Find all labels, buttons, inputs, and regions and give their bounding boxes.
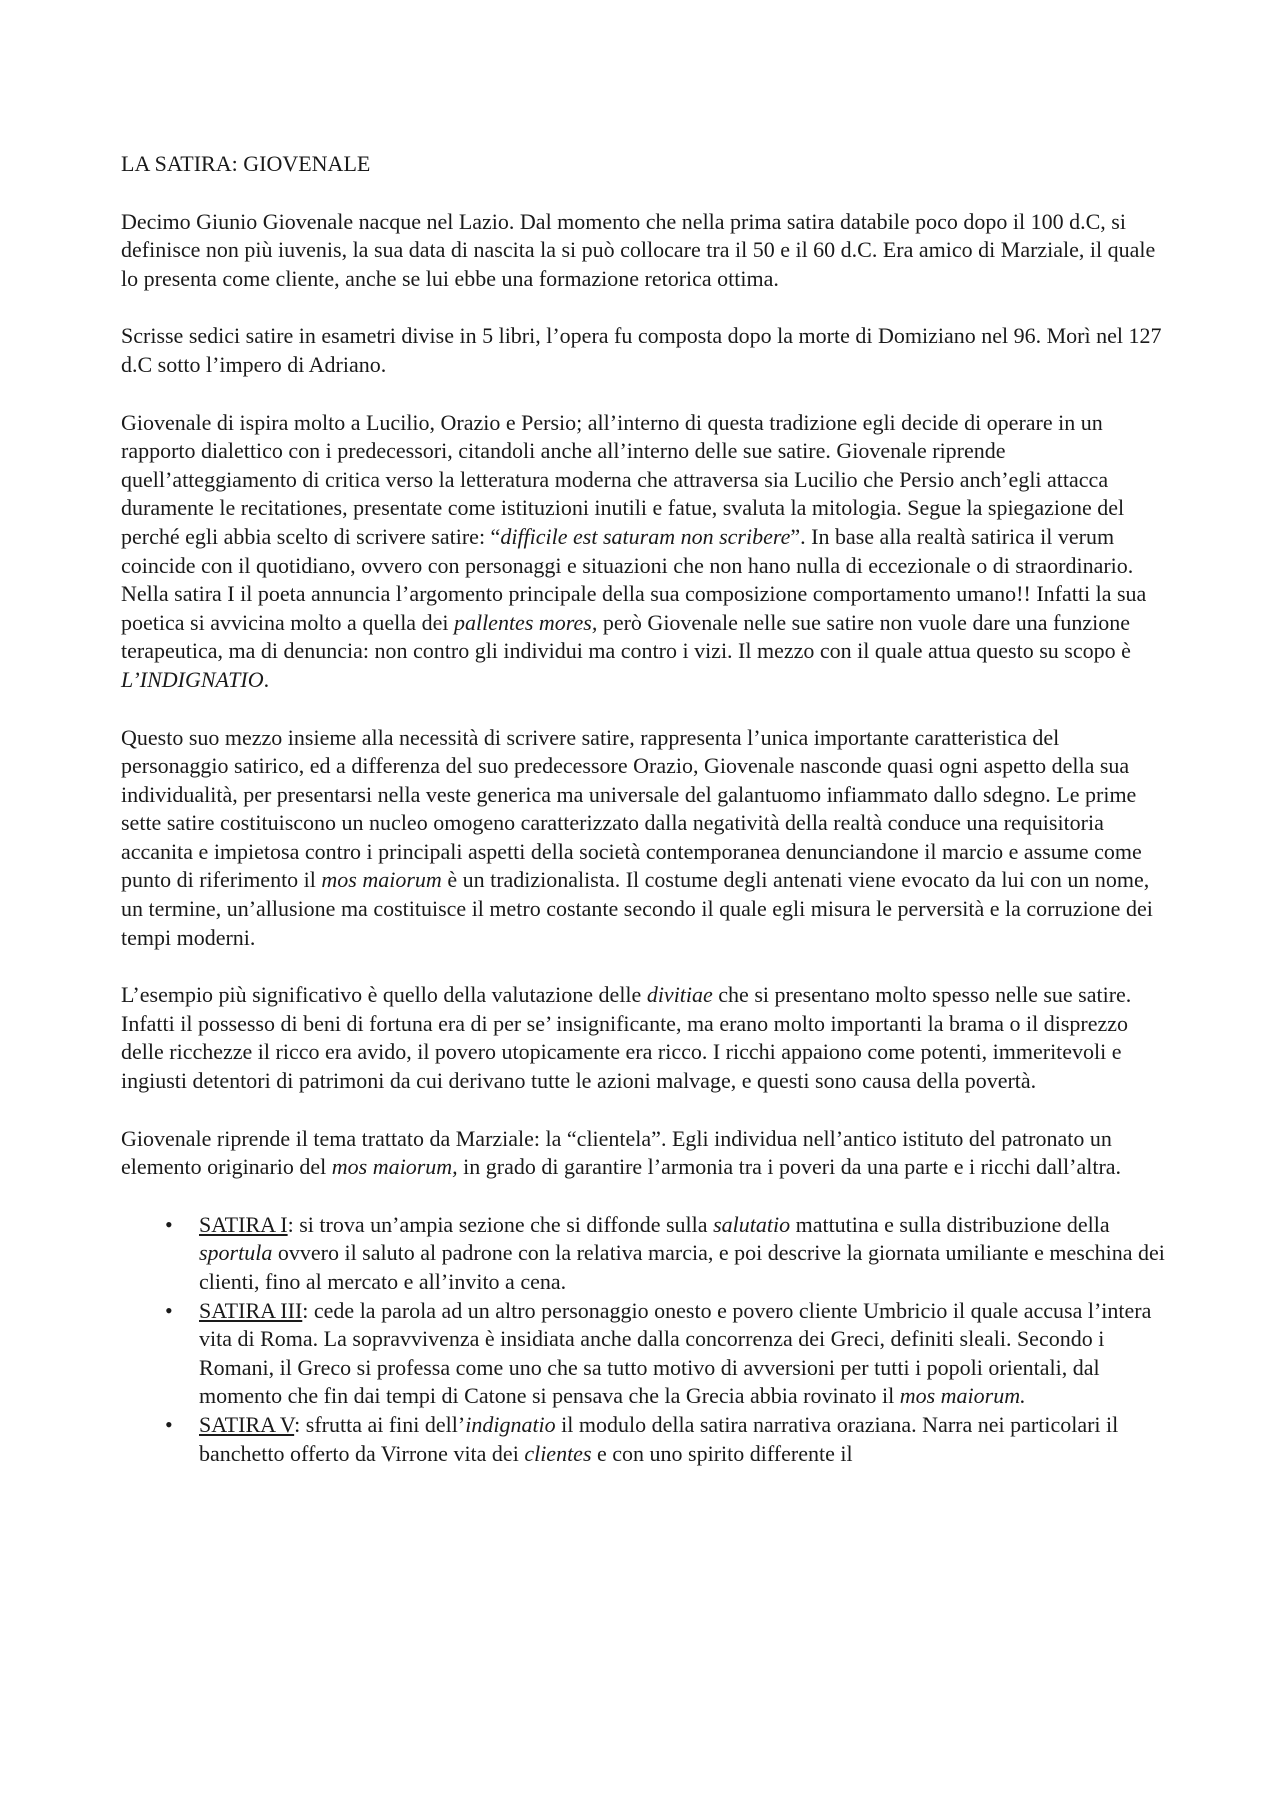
satira-label: SATIRA V <box>199 1411 295 1437</box>
document-body <box>121 150 1166 1468</box>
paragraph-tradition: Giovenale di ispira molto a Lucilio, Orazio e Persio; all’interno di questa tradizione egli decide di operare in un rapporto dialettico con i predecessori, citandoli anche all’interno delle sue satire. Giovenale riprende quell’atteggiamento di critica verso la letteratura moderna che attraversa sia Lucilio che Persio anch’egli attacca duramente le recitationes, presentate come istituzioni inutili e fatue, svaluta la mitologia. Segue la spiegazione del perché egli abbia scelto di scrivere satire: “difficile est saturam non scribere”. In base alla realtà satirica il verum coincide con il quotidiano, ovvero con personaggi e situazioni che non hano nulla di eccezionale o di straordinario. <box>121 409 1134 578</box>
list-item-satira-3: • SATIRA III: cede la parola ad un altro personaggio onesto e povero cliente Umbricio il quale accusa l’intera vita di Roma. La sopravvivenza è insidiata anche dalla concorrenza dei Greci, definiti sleali. Secondo i Romani, il Greco si professa come uno che sa tutto motivo di avversioni per tutti i popoli orientali, dal momento che fin dai tempi di Catone si pensava che la Grecia abbia rovinato il mos maiorum. <box>165 1297 1152 1409</box>
satira-label: SATIRA III <box>199 1297 303 1323</box>
paragraph-indignatio: Nella satira I il poeta annuncia l’argomento principale della sua composizione comportamento umano!! Infatti la sua poetica si avvicina molto a quella dei pallentes mores, però Giovenale nelle sue satire non vuole dare una funzione terapeutica, ma di denuncia: non contro gli individui ma contro i vizi. Il mezzo con il quale attua questo su scopo è L’INDIGNATIO. <box>121 581 1147 692</box>
bullet-icon: • <box>165 1297 173 1323</box>
satire-list <box>121 1211 1166 1468</box>
paragraph-divitiae: L’esempio più significativo è quello della valutazione delle divitiae che si presentano molto spesso nelle sue satire. Infatti il possesso di beni di fortuna era di per se’ insignificante, ma erano molto importanti la brama o il disprezzo delle ricchezze il ricco era avido, il povero utopicamente era ricco. I ricchi appaiono come potenti, immeritevoli e ingiusti detentori di patrimoni da cui derivano tutte le azioni malvage, e questi sono causa della povertà. <box>121 982 1132 1094</box>
latin-quote: difficile est saturam non scribere <box>500 523 791 549</box>
paragraph-satiric-character: Questo suo mezzo insieme alla necessità di scrivere satire, rappresenta l’unica importante caratteristica del personaggio satirico, ed a differenza del suo predecessore Orazio, Giovenale nasconde quasi ogni aspetto della sua individualità, per presentarsi nella veste generica ma universale del galantuomo infiammato dallo sdegno. Le prime sette satire costituiscono un nucleo omogeno caratterizzato dalla negatività della realtà conduce una requisitoria accanita e impietosa contro i principali aspetti della società contemporanea denunciandone il marcio e assume come punto di riferimento il mos maiorum è un tradizionalista. Il costume degli antenati viene evocato da lui con un nome, un termine, un’allusione ma costituisce il metro costante secondo il quale egli misura le perversità e la corruzione dei tempi moderni. <box>121 724 1153 950</box>
list-item-satira-1: • SATIRA I: si trova un’ampia sezione che si diffonde sulla salutatio mattutina e sulla distribuzione della sportula ovvero il saluto al padrone con la relativa marcia, e poi descrive la giornata umiliante e meschina dei clienti, fino al mercato e all’invito a cena. <box>165 1211 1165 1294</box>
paragraph-clientela: Giovenale riprende il tema trattato da Marziale: la “clientela”. Egli individua nell’antico istituto del patronato un elemento originario del mos maiorum, in grado di garantire l’armonia tra i poveri da una parte e i ricchi dall’altra. <box>121 1125 1122 1180</box>
page-title: LA SATIRA: GIOVENALE <box>121 151 371 176</box>
bullet-icon: • <box>165 1211 173 1237</box>
satira-label: SATIRA I <box>199 1211 288 1237</box>
bullet-icon: • <box>165 1411 173 1437</box>
paragraph-biography: Decimo Giunio Giovenale nacque nel Lazio. Dal momento che nella prima satira databile poco dopo il 100 d.C, si definisce non più iuvenis, la sua data di nascita la si può collocare tra il 50 e il 60 d.C. Era amico di Marziale, il quale lo presenta come cliente, anche se lui ebbe una formazione retorica ottima. <box>121 208 1156 291</box>
paragraph-works: Scrisse sedici satire in esametri divise in 5 libri, l’opera fu composta dopo la morte di Domiziano nel 96. Morì nel 127 d.C sotto l’impero di Adriano. <box>121 323 1162 377</box>
list-item-satira-5: • SATIRA V: sfrutta ai fini dell’indignatio il modulo della satira narrativa oraziana. Narra nei particolari il banchetto offerto da Virrone vita dei clientes e con uno spirito differente il <box>165 1411 1119 1466</box>
